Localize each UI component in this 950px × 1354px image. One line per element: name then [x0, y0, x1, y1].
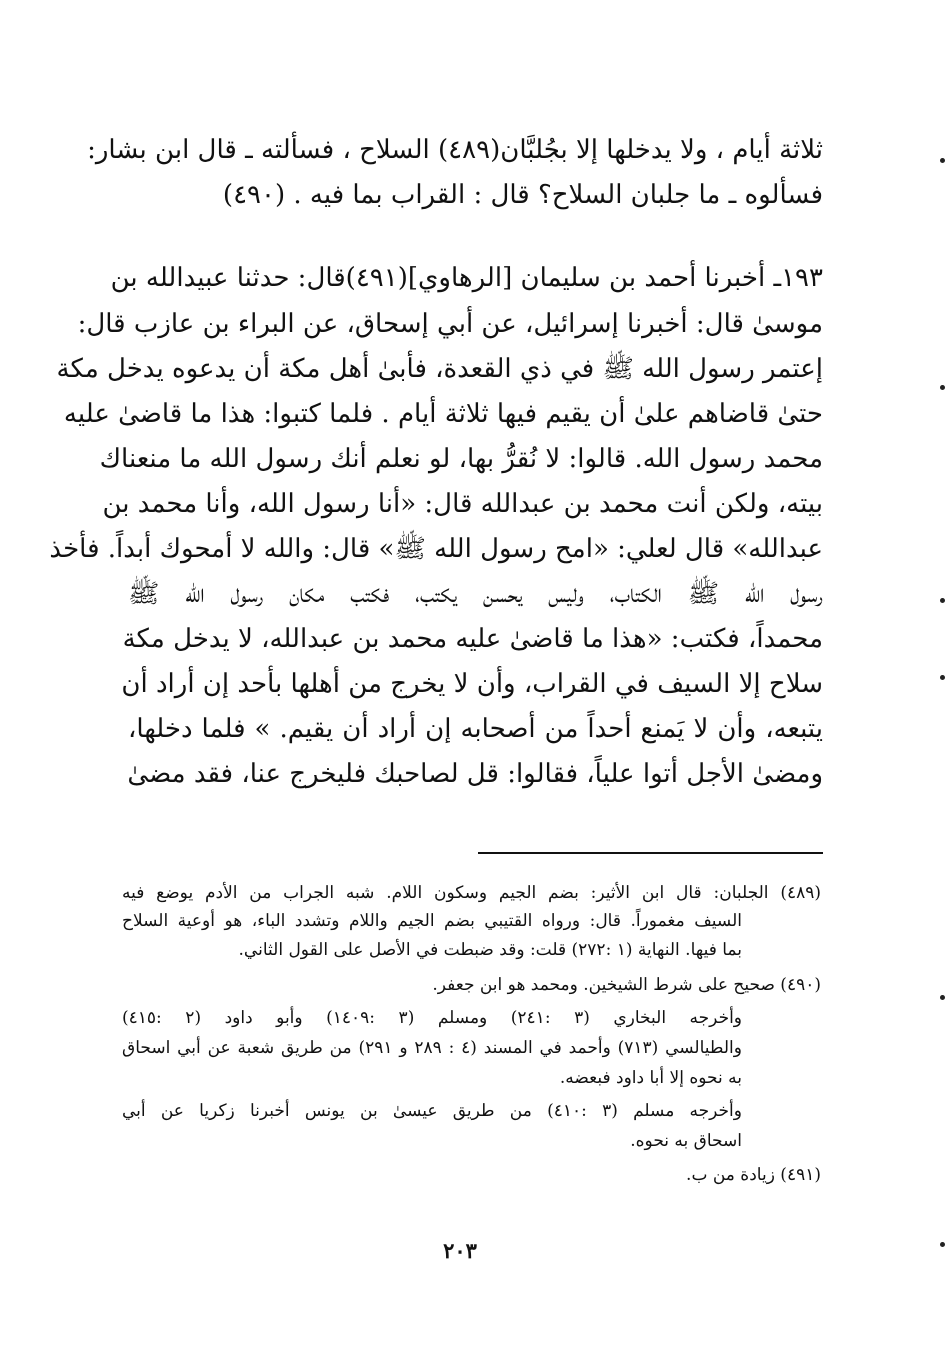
footnote-line: بما فيها. النهاية (١ :٢٧٢) قلت: وقد ضبطت في الأصل على القول الثاني. [238, 940, 742, 960]
footnote-line: اسحاق به نحوه. [630, 1131, 742, 1151]
footnote-line: به نحوه إلا أبا داود فبعضه. [559, 1068, 742, 1088]
text-line: محمداً، فكتب: «هذا ما قاضىٰ عليه محمد بن عبدالله، لا يدخل مكة [122, 624, 823, 654]
page-number: ٢٠٣ [443, 1238, 477, 1263]
footnote-line: وأخرجه البخاري (٣ :٢٤١) ومسلم (٣ :١٤٠٩) وأبو داود (٢ :٤١٥) [122, 1008, 743, 1028]
text-line: بيته، ولكن أنت محمد بن عبدالله قال: «أنا رسول الله، وأنا محمد بن [102, 489, 823, 519]
scan-mark [940, 598, 945, 603]
footnote-line: (٤٩٠) صحيح على شرط الشيخين. ومحمد هو ابن جعفر. [432, 975, 821, 995]
scan-mark [940, 158, 945, 163]
text-line: ومضىٰ الأجل أتوا علياً، فقالوا: قل لصاحبك فليخرج عنا، فقد مضىٰ [127, 759, 823, 789]
scan-mark [940, 675, 945, 680]
footnote-line: (٤٨٩) الجلبان: قال ابن الأثير: بضم الجيم وسكون اللام. شبه الجراب من الأدم يوضع فيه [122, 883, 821, 903]
text-line: سلاح إلا السيف في القراب، وأن لا يخرج من أهلها بأحد إن أراد أن [121, 669, 823, 699]
footnote-line: وأخرجه مسلم (٣ :٤١٠) من طريق عيسىٰ بن يونس أخبرنا زكريا عن أبي [122, 1101, 742, 1121]
footnote-line: والطيالسي (٧١٣) وأحمد في المسند (٤ : ٢٨٩ و ٢٩١) من طريق شعبة عن أبي اسحاق [122, 1038, 742, 1058]
text-line: حتىٰ قاضاهم علىٰ أن يقيم فيها ثلاثة أيام . فلما كتبوا: هذا ما قاضىٰ عليه [63, 399, 823, 429]
text-line: ١٩٣ـ أخبرنا أحمد بن سليمان [الرهاوي](٤٩١)قال: حدثنا عبيدالله بن [110, 263, 823, 293]
text-line: ثلاثة أيام ، ولا يدخلها إلا بجُلبَّان(٤٨٩) السلاح ، فسألته ـ قال ابن بشار: [87, 135, 823, 165]
text-line: فسألوه ـ ما جلبان السلاح؟ قال : القراب بما فيه . (٤٩٠) [222, 180, 823, 210]
scan-mark [940, 1242, 945, 1247]
footnote-separator [478, 852, 823, 854]
footnote-line: (٤٩١) زيادة من ب. [686, 1165, 821, 1185]
text-line: يتبعه، وأن لا يَمنع أحداً من أصحابه إن أراد أن يقيم. » فلما دخلها، [128, 714, 823, 744]
scan-mark [940, 995, 945, 1000]
scan-mark [940, 385, 945, 390]
text-line: عبدالله» قال لعلي: «امح رسول الله ﷺ» قال: والله لا أمحوك أبداً. فأخذ [49, 534, 823, 564]
text-line: موسىٰ قال: أخبرنا إسرائيل، عن أبي إسحاق، عن البراء بن عازب قال: [77, 309, 823, 339]
text-line: إعتمر رسول الله ﷺ في ذي القعدة، فأبىٰ أهل مكة أن يدعوه يدخل مكة [56, 354, 823, 384]
footnote-line: السيف مغموراً. قال: ورواه القتيبي بضم الجيم واللام وتشدد الباء، هو أوعية السلاح [122, 911, 742, 931]
text-line: رسول الله ﷺ الكتاب، وليس يحسن يكتب، فكتب مكان رسول الله ﷺ [128, 579, 823, 609]
text-line: محمد رسول الله. قالوا: لا نُقرُّ بها، لو نعلم أنك رسول الله ما منعناك [99, 444, 823, 474]
